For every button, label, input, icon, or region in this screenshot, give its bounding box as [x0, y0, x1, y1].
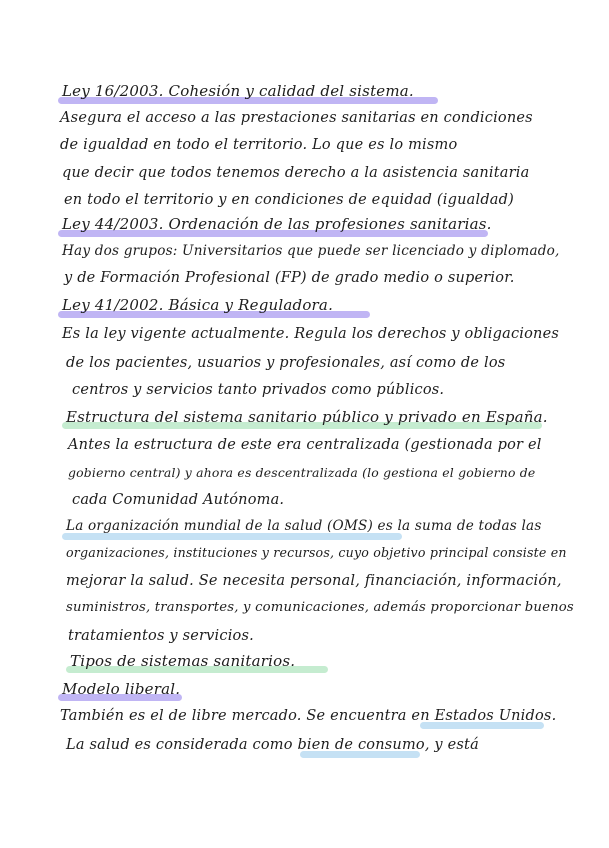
text-line: La salud es considerada como bien de consumo, y está — [66, 737, 479, 753]
text-line: Antes la estructura de este era centralizada (gestionada por el — [68, 437, 542, 453]
heading-tipos: Tipos de sistemas sanitarios. — [70, 652, 296, 670]
heading-ley-41-2002: Ley 41/2002. Básica y Reguladora. — [62, 296, 334, 314]
text-line: gobierno central) y ahora es descentralizada (lo gestiona el gobierno de — [68, 465, 536, 480]
heading-ley-44-2003: Ley 44/2003. Ordenación de las profesiones sanitarias. — [62, 215, 492, 233]
text-line: Hay dos grupos: Universitarios que puede ser licenciado y diplomado, — [62, 243, 560, 259]
heading-ley-16-2003: Ley 16/2003. Cohesión y calidad del sistema. — [62, 82, 414, 100]
text-line: y de Formación Profesional (FP) de grado medio o superior. — [64, 270, 515, 286]
text-line: Asegura el acceso a las prestaciones sanitarias en condiciones — [60, 110, 533, 126]
text-line: organizaciones, instituciones y recursos, cuyo objetivo principal consiste en — [66, 545, 567, 560]
oms-definition-line: La organización mundial de la salud (OMS) es la suma de todas las — [66, 518, 542, 534]
text-line: en todo el territorio y en condiciones de equidad (igualdad) — [64, 192, 514, 208]
text-line: de los pacientes, usuarios y profesionales, así como de los — [66, 355, 506, 371]
heading-estructura: Estructura del sistema sanitario público y privado en España. — [66, 408, 548, 426]
text-line: suministros, transportes, y comunicaciones, además proporcionar buenos — [66, 600, 574, 615]
text-line: tratamientos y servicios. — [68, 628, 254, 644]
text-line: que decir que todos tenemos derecho a la asistencia sanitaria — [62, 165, 530, 181]
text-line: Es la ley vigente actualmente. Regula los derechos y obligaciones — [62, 326, 560, 342]
text-line: centros y servicios tanto privados como públicos. — [72, 382, 445, 398]
text-line: cada Comunidad Autónoma. — [72, 492, 285, 508]
highlight — [62, 533, 402, 540]
heading-modelo-liberal: Modelo liberal. — [62, 680, 181, 698]
text-line: mejorar la salud. Se necesita personal, financiación, información, — [66, 573, 562, 589]
text-line: También es el de libre mercado. Se encuentra en Estados Unidos. — [60, 708, 557, 724]
text-line: de igualdad en todo el territorio. Lo que es lo mismo — [60, 137, 458, 153]
